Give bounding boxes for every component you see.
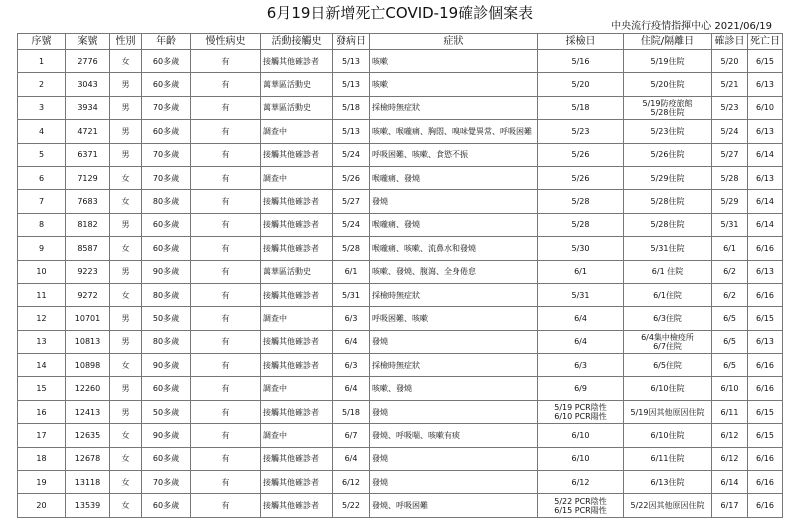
table-row: [18, 400, 783, 423]
cell-onset: 5/22: [333, 494, 370, 517]
cell-onset: 5/13: [333, 73, 370, 96]
cell-age: 90多歲: [142, 260, 191, 283]
column-header-confirm-date: 確診日: [712, 34, 748, 50]
cell-hospital-date: 6/5住院: [624, 354, 712, 377]
cell-sex: 女: [110, 354, 142, 377]
cell-test-date: 5/30: [538, 237, 624, 260]
table-row: [18, 471, 783, 494]
cell-contact: 萬華區活動史: [261, 260, 333, 283]
cell-age: 90多歲: [142, 354, 191, 377]
cell-confirm-date: 6/14: [712, 471, 748, 494]
cell-death-date: 6/16: [748, 237, 783, 260]
cell-symptoms: 採檢時無症狀: [370, 354, 538, 377]
cell-chronic: 有: [191, 166, 261, 189]
cell-symptoms: 咳嗽、發燒、腹瀉、全身倦怠: [370, 260, 538, 283]
cell-hospital-date: 6/4集中檢疫所 6/7住院: [624, 330, 712, 353]
cell-confirm-date: 6/2: [712, 260, 748, 283]
cell-onset: 5/24: [333, 143, 370, 166]
cell-case-no: 7129: [66, 166, 110, 189]
cell-contact: 接觸其他確診者: [261, 447, 333, 470]
table-row: [18, 354, 783, 377]
cell-onset: 6/7: [333, 424, 370, 447]
cell-symptoms: 發燒、呼吸喘、咳嗽有痰: [370, 424, 538, 447]
cell-symptoms: 發燒: [370, 400, 538, 423]
table-row: [18, 283, 783, 306]
cell-onset: 5/13: [333, 120, 370, 143]
cell-age: 70多歲: [142, 471, 191, 494]
cell-symptoms: 咳嗽: [370, 50, 538, 73]
cell-death-date: 6/14: [748, 143, 783, 166]
cell-confirm-date: 5/29: [712, 190, 748, 213]
table-row: [18, 213, 783, 236]
cell-seq: 2: [18, 73, 66, 96]
cell-contact: 接觸其他確診者: [261, 400, 333, 423]
cell-death-date: 6/13: [748, 73, 783, 96]
cell-chronic: 有: [191, 143, 261, 166]
cell-seq: 6: [18, 166, 66, 189]
column-header-onset: 發病日: [333, 34, 370, 50]
cell-case-no: 6371: [66, 143, 110, 166]
cell-contact: 接觸其他確診者: [261, 494, 333, 517]
cell-case-no: 9223: [66, 260, 110, 283]
cell-case-no: 10898: [66, 354, 110, 377]
cell-confirm-date: 6/12: [712, 447, 748, 470]
cell-hospital-date: 6/11住院: [624, 447, 712, 470]
cell-contact: 萬華區活動史: [261, 73, 333, 96]
table-row: [18, 166, 783, 189]
table-title: 6月19日新增死亡COVID-19確診個案表: [266, 4, 534, 22]
cell-confirm-date: 6/5: [712, 307, 748, 330]
cell-case-no: 13118: [66, 471, 110, 494]
cell-confirm-date: 5/21: [712, 73, 748, 96]
cell-test-date: 5/20: [538, 73, 624, 96]
cell-seq: 12: [18, 307, 66, 330]
cell-contact: 調查中: [261, 120, 333, 143]
cell-onset: 5/27: [333, 190, 370, 213]
cell-hospital-date: 6/13住院: [624, 471, 712, 494]
column-header-contact: 活動接觸史: [261, 34, 333, 50]
cell-onset: 6/4: [333, 447, 370, 470]
cell-age: 60多歲: [142, 377, 191, 400]
cell-onset: 5/28: [333, 237, 370, 260]
table-row: [18, 50, 783, 73]
cell-sex: 男: [110, 73, 142, 96]
cell-onset: 5/13: [333, 50, 370, 73]
cell-seq: 10: [18, 260, 66, 283]
cell-contact: 接觸其他確診者: [261, 143, 333, 166]
cell-contact: 接觸其他確診者: [261, 213, 333, 236]
table-row: [18, 73, 783, 96]
table-row: [18, 377, 783, 400]
column-header-case-no: 案號: [66, 34, 110, 50]
cell-chronic: 有: [191, 73, 261, 96]
cell-death-date: 6/13: [748, 330, 783, 353]
cell-hospital-date: 5/19防疫旅館 5/28住院: [624, 96, 712, 119]
cell-case-no: 12678: [66, 447, 110, 470]
cell-symptoms: 採檢時無症狀: [370, 283, 538, 306]
table-row: [18, 190, 783, 213]
column-header-seq: 序號: [18, 34, 66, 50]
cell-sex: 女: [110, 494, 142, 517]
cell-contact: 接觸其他確診者: [261, 283, 333, 306]
cell-death-date: 6/16: [748, 494, 783, 517]
cell-sex: 女: [110, 471, 142, 494]
cell-age: 60多歲: [142, 213, 191, 236]
cell-death-date: 6/13: [748, 120, 783, 143]
cell-sex: 男: [110, 307, 142, 330]
column-header-hospital-date: 住院/隔離日: [624, 34, 712, 50]
cell-age: 50多歲: [142, 307, 191, 330]
cell-confirm-date: 6/5: [712, 330, 748, 353]
table-row: [18, 424, 783, 447]
cell-contact: 萬華區活動史: [261, 96, 333, 119]
cell-sex: 男: [110, 96, 142, 119]
cell-seq: 1: [18, 50, 66, 73]
cell-death-date: 6/13: [748, 166, 783, 189]
cell-test-date: 6/12: [538, 471, 624, 494]
cell-sex: 女: [110, 166, 142, 189]
cell-age: 70多歲: [142, 143, 191, 166]
cell-onset: 6/3: [333, 354, 370, 377]
cell-seq: 7: [18, 190, 66, 213]
cell-seq: 5: [18, 143, 66, 166]
table-row: [18, 96, 783, 119]
cell-contact: 接觸其他確診者: [261, 190, 333, 213]
cell-symptoms: 呼吸困難、咳嗽、食慾不振: [370, 143, 538, 166]
column-header-death-date: 死亡日: [748, 34, 783, 50]
cell-chronic: 有: [191, 96, 261, 119]
cell-sex: 女: [110, 190, 142, 213]
cell-onset: 6/4: [333, 330, 370, 353]
cell-case-no: 9272: [66, 283, 110, 306]
cell-test-date: 6/3: [538, 354, 624, 377]
cell-age: 60多歲: [142, 447, 191, 470]
cell-hospital-date: 5/28住院: [624, 190, 712, 213]
cell-confirm-date: 5/27: [712, 143, 748, 166]
cell-hospital-date: 5/19住院: [624, 50, 712, 73]
cell-onset: 5/26: [333, 166, 370, 189]
column-header-sex: 性別: [110, 34, 142, 50]
cell-case-no: 10701: [66, 307, 110, 330]
cell-hospital-date: 6/1住院: [624, 283, 712, 306]
cell-test-date: 6/10: [538, 447, 624, 470]
cell-sex: 女: [110, 447, 142, 470]
cell-contact: 調查中: [261, 377, 333, 400]
cell-seq: 19: [18, 471, 66, 494]
cell-seq: 3: [18, 96, 66, 119]
cell-seq: 11: [18, 283, 66, 306]
cell-confirm-date: 6/1: [712, 237, 748, 260]
cell-case-no: 10813: [66, 330, 110, 353]
cell-symptoms: 呼吸困難、咳嗽: [370, 307, 538, 330]
cell-test-date: 5/16: [538, 50, 624, 73]
cell-test-date: 5/28: [538, 190, 624, 213]
cell-seq: 13: [18, 330, 66, 353]
cell-death-date: 6/15: [748, 50, 783, 73]
cell-hospital-date: 6/10住院: [624, 424, 712, 447]
cell-chronic: 有: [191, 354, 261, 377]
cell-onset: 5/18: [333, 400, 370, 423]
cell-chronic: 有: [191, 190, 261, 213]
cell-symptoms: 喉嚨痛、發燒: [370, 213, 538, 236]
cell-contact: 調查中: [261, 166, 333, 189]
cell-case-no: 13539: [66, 494, 110, 517]
cell-test-date: 5/26: [538, 143, 624, 166]
cell-test-date: 5/19 PCR陰性 6/10 PCR陽性: [538, 400, 624, 423]
cell-onset: 5/18: [333, 96, 370, 119]
table-row: [18, 307, 783, 330]
cell-death-date: 6/16: [748, 447, 783, 470]
cell-contact: 接觸其他確診者: [261, 330, 333, 353]
cell-test-date: 6/4: [538, 307, 624, 330]
cell-chronic: 有: [191, 424, 261, 447]
cell-sex: 女: [110, 237, 142, 260]
cell-contact: 接觸其他確診者: [261, 354, 333, 377]
column-header-age: 年齡: [142, 34, 191, 50]
cell-seq: 9: [18, 237, 66, 260]
cell-confirm-date: 5/24: [712, 120, 748, 143]
cell-chronic: 有: [191, 213, 261, 236]
cell-symptoms: 咳嗽、發燒: [370, 377, 538, 400]
cell-hospital-date: 6/10住院: [624, 377, 712, 400]
cell-sex: 男: [110, 120, 142, 143]
cell-case-no: 4721: [66, 120, 110, 143]
cell-sex: 男: [110, 330, 142, 353]
cell-chronic: 有: [191, 120, 261, 143]
cell-seq: 16: [18, 400, 66, 423]
cell-test-date: 5/23: [538, 120, 624, 143]
cell-seq: 4: [18, 120, 66, 143]
cell-chronic: 有: [191, 494, 261, 517]
column-header-symptoms: 症狀: [370, 34, 538, 50]
cell-age: 80多歲: [142, 330, 191, 353]
cell-onset: 5/24: [333, 213, 370, 236]
cell-symptoms: 發燒: [370, 190, 538, 213]
column-header-test-date: 採檢日: [538, 34, 624, 50]
cell-chronic: 有: [191, 400, 261, 423]
cell-chronic: 有: [191, 260, 261, 283]
cell-test-date: 5/18: [538, 96, 624, 119]
cell-chronic: 有: [191, 471, 261, 494]
cell-death-date: 6/16: [748, 377, 783, 400]
cell-case-no: 12260: [66, 377, 110, 400]
cell-death-date: 6/16: [748, 283, 783, 306]
cell-test-date: 5/22 PCR陰性 6/15 PCR陽性: [538, 494, 624, 517]
cell-age: 60多歲: [142, 237, 191, 260]
cell-contact: 接觸其他確診者: [261, 471, 333, 494]
cell-onset: 6/1: [333, 260, 370, 283]
cell-test-date: 6/10: [538, 424, 624, 447]
cell-age: 70多歲: [142, 96, 191, 119]
cell-case-no: 3043: [66, 73, 110, 96]
cell-age: 50多歲: [142, 400, 191, 423]
cell-hospital-date: 6/1 住院: [624, 260, 712, 283]
cell-chronic: 有: [191, 377, 261, 400]
cell-symptoms: 發燒: [370, 447, 538, 470]
cell-confirm-date: 5/28: [712, 166, 748, 189]
cell-seq: 15: [18, 377, 66, 400]
cell-onset: 5/31: [333, 283, 370, 306]
cell-confirm-date: 6/11: [712, 400, 748, 423]
cell-case-no: 3934: [66, 96, 110, 119]
cell-onset: 6/12: [333, 471, 370, 494]
cell-test-date: 5/31: [538, 283, 624, 306]
source-label: 中央流行疫情指揮中心 2021/06/19: [611, 21, 772, 32]
cell-hospital-date: 5/22因其他原因住院: [624, 494, 712, 517]
cell-death-date: 6/14: [748, 190, 783, 213]
cell-hospital-date: 5/28住院: [624, 213, 712, 236]
cell-confirm-date: 6/17: [712, 494, 748, 517]
table-row: [18, 494, 783, 517]
cell-seq: 8: [18, 213, 66, 236]
cell-case-no: 12635: [66, 424, 110, 447]
cell-symptoms: 發燒: [370, 471, 538, 494]
cell-symptoms: 採檢時無症狀: [370, 96, 538, 119]
cell-sex: 男: [110, 400, 142, 423]
cell-confirm-date: 5/20: [712, 50, 748, 73]
cell-age: 60多歲: [142, 120, 191, 143]
cell-hospital-date: 5/26住院: [624, 143, 712, 166]
cell-chronic: 有: [191, 330, 261, 353]
cell-confirm-date: 6/10: [712, 377, 748, 400]
cell-age: 80多歲: [142, 283, 191, 306]
cell-seq: 20: [18, 494, 66, 517]
cell-sex: 男: [110, 143, 142, 166]
cell-chronic: 有: [191, 50, 261, 73]
table-row: [18, 120, 783, 143]
cell-hospital-date: 5/23住院: [624, 120, 712, 143]
cell-chronic: 有: [191, 307, 261, 330]
cell-age: 70多歲: [142, 166, 191, 189]
cell-death-date: 6/14: [748, 213, 783, 236]
cell-case-no: 2776: [66, 50, 110, 73]
cell-test-date: 6/4: [538, 330, 624, 353]
cell-death-date: 6/15: [748, 424, 783, 447]
table-row: [18, 237, 783, 260]
cell-confirm-date: 6/12: [712, 424, 748, 447]
death-cases-table: [17, 33, 783, 518]
cell-sex: 男: [110, 377, 142, 400]
cell-confirm-date: 6/2: [712, 283, 748, 306]
cell-chronic: 有: [191, 237, 261, 260]
cell-death-date: 6/15: [748, 307, 783, 330]
cell-symptoms: 發燒、呼吸困難: [370, 494, 538, 517]
cell-hospital-date: 5/20住院: [624, 73, 712, 96]
cell-test-date: 6/9: [538, 377, 624, 400]
column-header-chronic: 慢性病史: [191, 34, 261, 50]
cell-sex: 女: [110, 424, 142, 447]
cell-test-date: 5/28: [538, 213, 624, 236]
cell-hospital-date: 5/29住院: [624, 166, 712, 189]
cell-contact: 接觸其他確診者: [261, 50, 333, 73]
cell-onset: 6/3: [333, 307, 370, 330]
cell-age: 80多歲: [142, 190, 191, 213]
header-row: [18, 34, 783, 50]
cell-hospital-date: 5/19因其他原因住院: [624, 400, 712, 423]
cell-sex: 男: [110, 213, 142, 236]
cell-age: 90多歲: [142, 424, 191, 447]
cell-confirm-date: 6/5: [712, 354, 748, 377]
cell-seq: 17: [18, 424, 66, 447]
cell-sex: 男: [110, 260, 142, 283]
cell-hospital-date: 5/31住院: [624, 237, 712, 260]
cell-confirm-date: 5/23: [712, 96, 748, 119]
table-row: [18, 143, 783, 166]
table-row: [18, 330, 783, 353]
table-body: [18, 50, 783, 518]
table-row: [18, 260, 783, 283]
table-row: [18, 447, 783, 470]
cell-symptoms: 咳嗽: [370, 73, 538, 96]
cell-test-date: 5/26: [538, 166, 624, 189]
cell-age: 60多歲: [142, 50, 191, 73]
cell-case-no: 8587: [66, 237, 110, 260]
cell-contact: 調查中: [261, 307, 333, 330]
cell-death-date: 6/15: [748, 400, 783, 423]
cell-case-no: 8182: [66, 213, 110, 236]
cell-death-date: 6/16: [748, 354, 783, 377]
cell-sex: 女: [110, 50, 142, 73]
cell-chronic: 有: [191, 447, 261, 470]
cell-death-date: 6/10: [748, 96, 783, 119]
cell-case-no: 7683: [66, 190, 110, 213]
cell-age: 60多歲: [142, 494, 191, 517]
cell-sex: 女: [110, 283, 142, 306]
cell-contact: 接觸其他確診者: [261, 237, 333, 260]
cell-age: 60多歲: [142, 73, 191, 96]
cell-test-date: 6/1: [538, 260, 624, 283]
cell-symptoms: 喉嚨痛、發燒: [370, 166, 538, 189]
cell-symptoms: 發燒: [370, 330, 538, 353]
cell-case-no: 12413: [66, 400, 110, 423]
cell-chronic: 有: [191, 283, 261, 306]
cell-confirm-date: 5/31: [712, 213, 748, 236]
cell-seq: 18: [18, 447, 66, 470]
cell-death-date: 6/16: [748, 471, 783, 494]
cell-onset: 6/4: [333, 377, 370, 400]
cell-hospital-date: 6/3住院: [624, 307, 712, 330]
cell-seq: 14: [18, 354, 66, 377]
cell-symptoms: 喉嚨痛、咳嗽、流鼻水和發燒: [370, 237, 538, 260]
cell-death-date: 6/13: [748, 260, 783, 283]
cell-symptoms: 咳嗽、喉嚨痛、胸悶、嗅味覺異常、呼吸困難: [370, 120, 538, 143]
cell-contact: 調查中: [261, 424, 333, 447]
